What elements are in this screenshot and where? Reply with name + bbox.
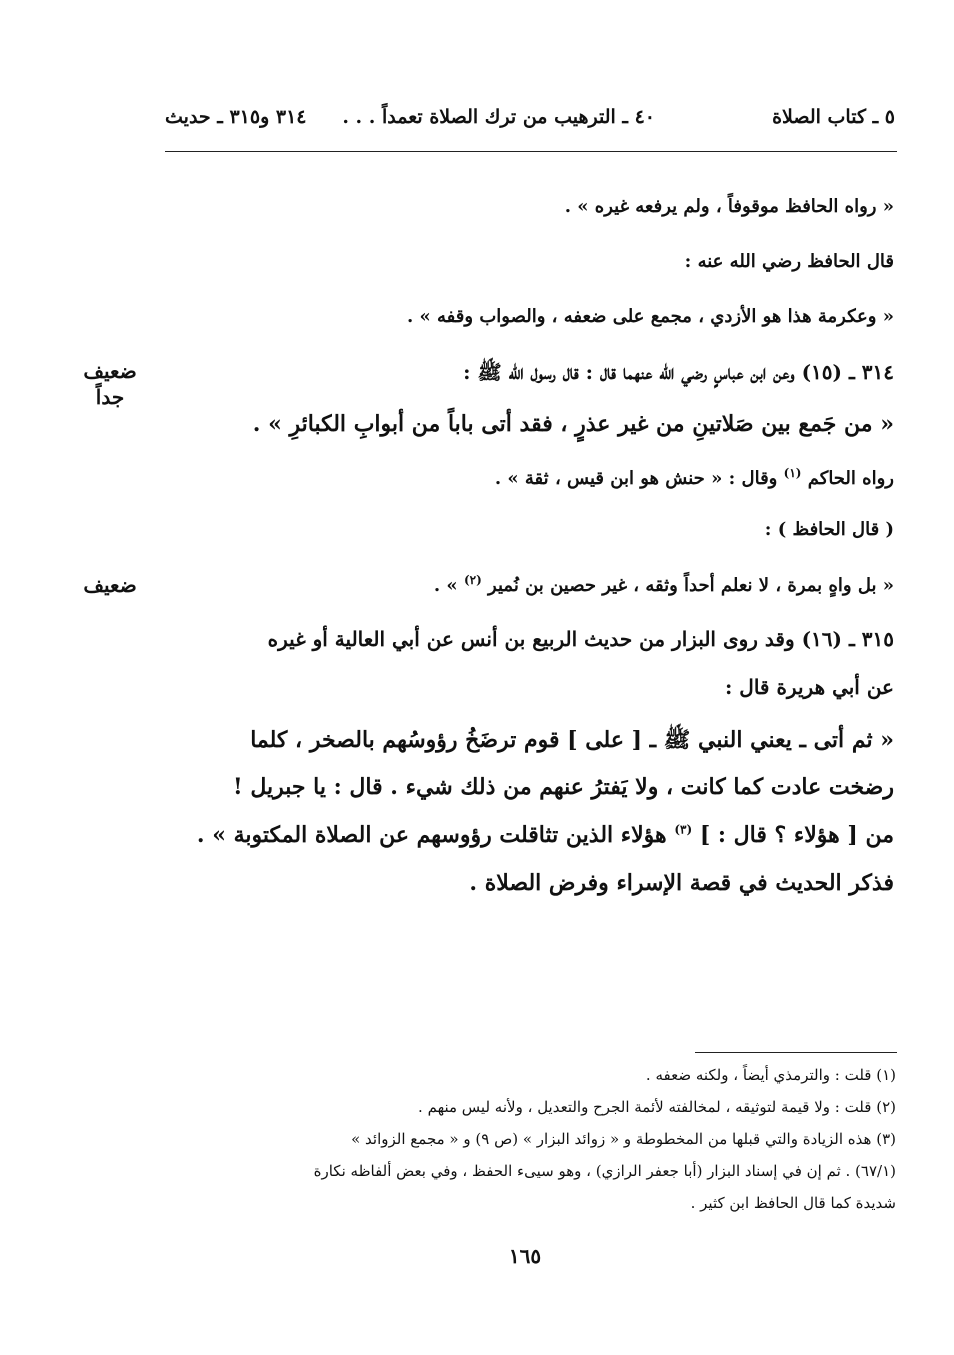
footnote-ref-1: (١) [783,466,802,480]
footnote-divider [695,1052,897,1053]
footnote-3-line-3: شديدة كما قال الحافظ ابن كثير . [690,1194,896,1212]
hadith-315-line-2: عن أبي هريرة قال : [724,675,894,699]
body-line-1: « رواه الحافظ موقوفاً ، ولم يرفعه غيره » . [564,196,894,217]
footnote-3-line-1: (٣) هذه الزيادة والتي قبلها من المخطوطة و « زوائد البزار » (ص ٩) و « مجمع الزوائد » [351,1130,896,1148]
header-chapter: ٥ ـ كتاب الصلاة [772,106,895,128]
bal-wah-line [164,573,894,596]
footnote-ref-3: (٣) [674,822,693,837]
header-section: ٤٠ ـ الترهيب من ترك الصلاة تعمداً . . . [342,106,655,128]
hadith-315-text-3b: هؤلاء الذين تثاقلت رؤوسهم عن الصلاة المكتوبة » . [196,822,667,848]
hadith-315-text-3a: من [ هؤلاء ؟ قال : ] [699,822,894,848]
body-line-2: قال الحافظ رضي الله عنه : [684,251,894,272]
hadith-314-heading: ٣١٤ ـ (١٥) وعن ابن عباسٍ رضي الله عنهما قال : قال رسول الله ﷺ : [463,360,894,384]
qal-hafiz-line: ( قال الحافظ ) : [764,519,894,540]
footnote-3-line-2: (٦٧/١) . ثم إن في إسناد البزار (أبا جعفر الرازي) ، وهو سيىء الحفظ ، وفي بعض ألفاظه نكارة [313,1162,896,1180]
running-header [165,106,895,142]
body-line-3: « وعكرمة هذا هو الأزدي ، مجمع على ضعفه ، والصواب وقفه » . [406,306,894,327]
takhrij-source: رواه الحاكم [807,468,894,489]
header-divider [165,151,897,152]
takhrij-remark: وقال : « حنش هو ابن قيس ، ثقة » . [494,468,778,489]
takhrij-line [164,466,894,489]
bal-wah-close: » . [433,575,458,596]
hadith-315-text-1: « ثم أتى ـ يعني النبي ﷺ ـ [ على ] قوم ترضَخُ رؤوسُهم بالصخر ، كلما [250,727,894,753]
page-number: ١٦٥ [508,1244,542,1268]
grade-314 [55,358,165,410]
header-hadith-range: ٣١٤ و٣١٥ ـ حديث [165,106,307,128]
hadith-315-text-4: فذكر الحديث في قصة الإسراء وفرض الصلاة . [469,870,894,896]
hadith-315-text-3 [164,822,894,848]
footnote-ref-2: (٢) [463,573,482,587]
footnote-1: (١) قلت : والترمذي أيضاً ، ولكنه ضعفه . [645,1066,896,1084]
hadith-314-text: « من جَمع بين صَلاتينِ من غير عذرٍ ، فقد أتى باباً من أبوابِ الكبائرِ » . [252,411,894,437]
bal-wah-text: « بل واهٍ بمرة ، لا نعلم أحداً وثقه ، غير حصين بن نُمير [488,575,894,596]
hadith-315-line-1: ٣١٥ ـ (١٦) وقد روى البزار من حديث الربيع بن أنس عن أبي العالية أو غيره [267,627,894,651]
grade-bal-wah: ضعيف [83,573,137,597]
grade-314-qualifier: جداً [95,385,125,409]
footnote-2: (٢) قلت : ولا قيمة لتوثيقه ، لمخالفته لأئمة الجرح والتعديل ، ولأنه ليس منهم . [418,1098,896,1116]
hadith-315-text-2: رضخت عادت كما كانت ، ولا يَفترُ عنهم من ذلك شيء . قال : يا جبريل ! [233,774,894,800]
grade-314-label: ضعيف [83,359,137,383]
